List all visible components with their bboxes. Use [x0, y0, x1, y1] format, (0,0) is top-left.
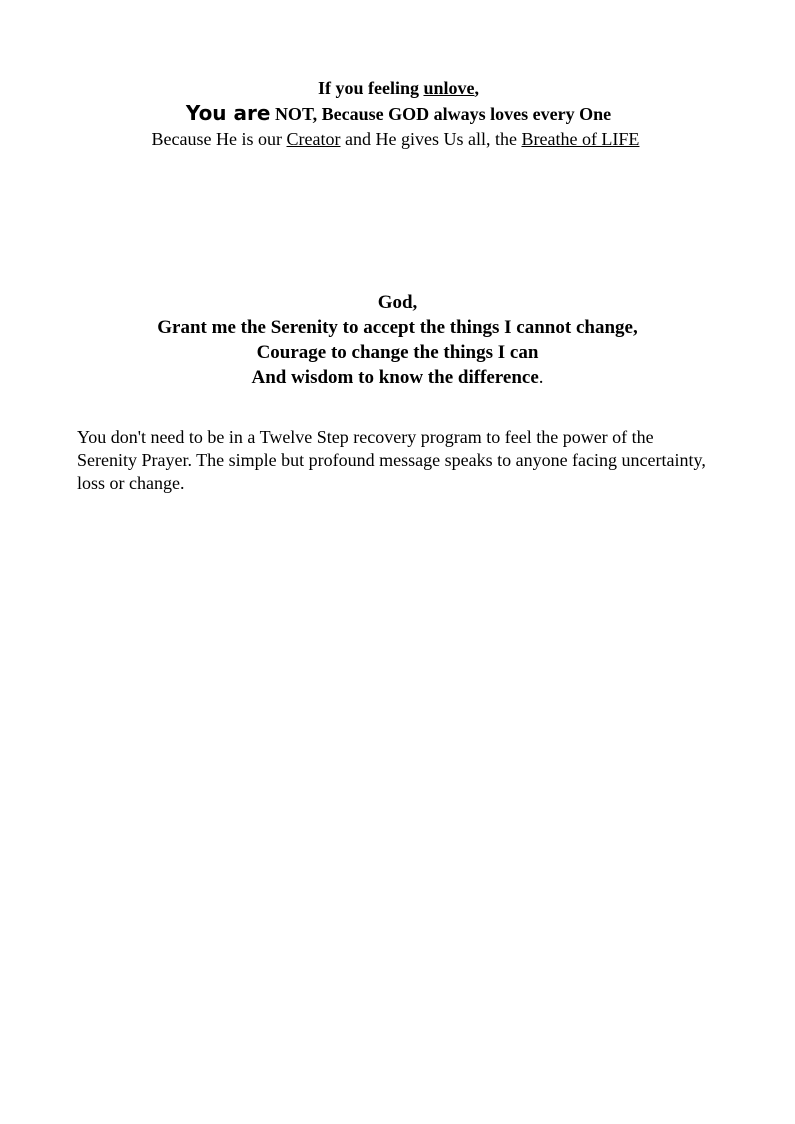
serenity-paragraph: You don't need to be in a Twelve Step recovery program to feel the power of the Serenity Prayer. The simple but profound message speaks to anyone facing uncertainty, loss or change.: [77, 427, 706, 493]
love-message: [0, 76, 795, 151]
message-line-2: [2, 100, 795, 127]
prayer-line-3: Courage to change the things I can: [256, 342, 539, 363]
serenity-prayer: [0, 290, 795, 390]
message-line-1-prefix: If you feeling: [317, 78, 424, 98]
message-line-3-part-2: and He gives Us all, the: [340, 129, 522, 149]
message-line-3: [0, 127, 795, 151]
message-unlove-underlined: unlove: [423, 78, 475, 98]
prayer-line-4-period: .: [538, 367, 544, 388]
message-line-1: [2, 76, 795, 100]
message-you-are: You are: [185, 101, 271, 125]
message-creator-underlined: Creator: [286, 129, 341, 149]
message-line-1-suffix: ,: [474, 78, 479, 98]
prayer-line-4-text: And wisdom to know the difference: [251, 367, 539, 388]
prayer-line-2: Grant me the Serenity to accept the things I cannot change,: [157, 317, 638, 338]
prayer-line-4: [0, 365, 795, 390]
message-line-3-part-1: Because He is our: [151, 129, 287, 149]
message-line-2-rest: NOT, Because GOD always loves every One: [270, 104, 612, 124]
prayer-line-1: God,: [377, 292, 418, 313]
message-breathe-of-life-underlined: Breathe of LIFE: [521, 129, 640, 149]
